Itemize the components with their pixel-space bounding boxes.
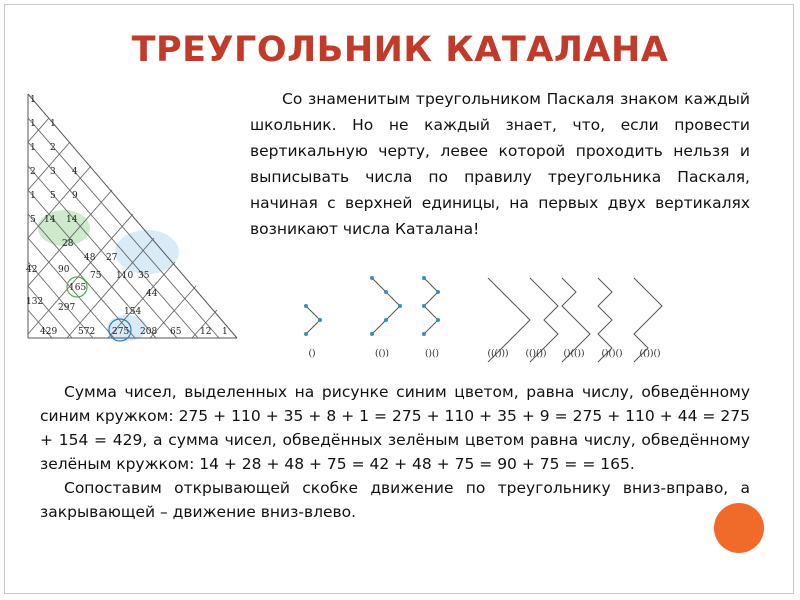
dyck-path-figures: [298, 264, 718, 369]
seq-label: (())(): [639, 349, 661, 359]
tri-num: 1: [30, 143, 36, 153]
tri-num: 42: [26, 265, 38, 275]
tri-num: 44: [146, 289, 158, 299]
path-2: [372, 278, 400, 334]
tri-num: 14: [44, 215, 56, 225]
tri-num: 12: [200, 327, 212, 337]
tri-num: 1: [222, 327, 228, 337]
seq-label: (): [308, 349, 316, 359]
slide-title: ТРЕУГОЛЬНИК КАТАЛАНА: [131, 30, 669, 70]
tri-num: 572: [78, 327, 96, 337]
tri-num: 9: [72, 191, 78, 201]
tri-num: 165: [69, 283, 87, 293]
tri-num: 208: [140, 327, 158, 337]
tri-num: 28: [62, 239, 74, 249]
path-1: [306, 306, 320, 334]
tri-num: 27: [106, 253, 118, 263]
tri-num: 35: [138, 271, 150, 281]
tri-num: 14: [66, 215, 78, 225]
tri-num: 1: [30, 119, 36, 129]
seq-label: ((())): [487, 349, 509, 359]
tri-num: 275: [112, 327, 130, 337]
catalan-triangle-figure: [22, 90, 247, 350]
tri-num: 3: [50, 167, 56, 177]
seq-label: ()(()): [563, 349, 585, 359]
tri-num: 48: [84, 253, 96, 263]
tri-num: 132: [26, 297, 44, 307]
orange-decor-circle: [714, 503, 764, 553]
intro-paragraph: Со знаменитым треугольником Паскаля знаком каждый школьник. Но не каждый знает, что, если провести вертикальную черту, левее которой проходить нельзя и выписывать числа по правилу треугольника Паскаля, начиная с верхней единицы, на первых двух вертикалях возникают числа Каталана!: [250, 90, 750, 238]
tri-num: 154: [124, 307, 142, 317]
blue-highlight-blob: [115, 230, 179, 274]
tri-num: 65: [170, 327, 182, 337]
tri-num: 297: [58, 303, 76, 313]
tri-num: 2: [50, 143, 56, 153]
tri-num: 5: [50, 191, 56, 201]
sum-paragraph: Сумма чисел, выделенных на рисунке синим цветом, равна числу, обведённому синим кружком: 275 + 110 + 35 + 8 + 1 = 275 + 110 + 35 + 9 = 275 + 110 + 44 = 275 + 154 = 429, а сумма чисел, обведённых зелёным цветом равна числу, обведённому зелёным кружком: 14 + 28 + 48 + 75 = 42 + 48 + 75 = 90 + 75 = = 165.: [40, 383, 750, 473]
seq-label: (()): [374, 349, 390, 359]
tri-num: 4: [72, 167, 78, 177]
body-text: [40, 380, 750, 524]
path-3: [424, 278, 438, 334]
tri-num: 5: [30, 215, 36, 225]
tri-num: 2: [30, 167, 36, 177]
tri-num: 429: [40, 327, 58, 337]
tri-num: 110: [116, 271, 134, 281]
tri-num: 1: [30, 191, 36, 201]
seq-label: ()(): [424, 349, 440, 359]
tri-num: 1: [50, 119, 56, 129]
seq-label: ()()(): [601, 349, 623, 359]
seq-label: (()()): [525, 349, 547, 359]
bracket-paragraph: Сопоставим открывающей скобке движение по треугольнику вниз-вправо, а закрывающей – движение вниз-влево.: [40, 479, 750, 521]
tri-num: 75: [90, 271, 102, 281]
tri-num: 1: [30, 95, 36, 105]
tri-num: 90: [58, 265, 70, 275]
